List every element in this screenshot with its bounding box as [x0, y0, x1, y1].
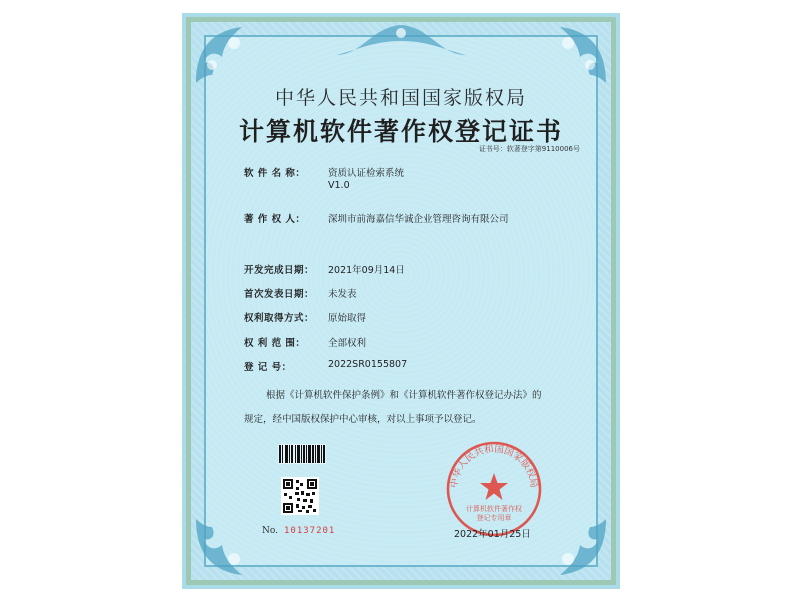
corner-ornament-icon	[190, 21, 258, 89]
statement-line: 规定，经中国版权保护中心审核，对以上事项予以登记。	[244, 414, 482, 425]
corner-ornament-icon	[544, 513, 612, 581]
certificate-title: 计算机软件著作权登记证书	[238, 117, 563, 146]
statement-line: 根据《计算机软件保护条例》和《计算机软件著作权登记办法》的	[266, 390, 542, 401]
serial-value: 10137201	[284, 526, 336, 536]
field-label: 开发完成日期：	[244, 265, 315, 276]
seal-center-line1: 计算机软件著作权	[466, 505, 522, 513]
field-value: 2022SR0155807	[328, 359, 408, 370]
corner-ornament-icon	[544, 21, 612, 89]
certificate-number-label: 证书号：	[478, 145, 507, 153]
issuer-title: 中华人民共和国国家版权局	[274, 87, 527, 109]
field-registration-number	[244, 359, 407, 373]
certificate-number	[479, 144, 580, 154]
statement-paragraph	[244, 384, 580, 432]
serial-label: No.	[262, 526, 278, 536]
field-label: 首次发表日期：	[244, 289, 315, 300]
field-copyright-owner	[244, 211, 509, 225]
seal-ring-text: 中华人民共和国国家版权局	[448, 443, 540, 489]
field-value: 2021年09月14日	[328, 265, 405, 276]
certificate-number-value: 软著登字第9110006号	[506, 145, 580, 153]
field-label: 著 作 权 人：	[244, 214, 306, 225]
field-acquisition-method	[244, 310, 366, 324]
field-label: 权利取得方式：	[244, 313, 315, 324]
certificate	[182, 13, 620, 589]
field-label: 权 利 范 围：	[244, 338, 306, 349]
qr-code-icon	[281, 477, 319, 515]
barcode-icon	[278, 444, 326, 464]
field-label: 软 件 名 称：	[244, 168, 306, 179]
field-software-name	[244, 165, 404, 179]
top-ornament-icon	[332, 19, 470, 59]
field-value: 原始取得	[328, 313, 367, 324]
field-value: 资质认证检索系统	[328, 168, 405, 179]
issue-date: 2022年01月25日	[454, 529, 531, 540]
field-value: 未发表	[328, 289, 357, 300]
serial-number	[262, 526, 335, 536]
seal-star-icon	[480, 473, 508, 500]
software-version: V1.0	[328, 180, 350, 191]
corner-ornament-icon	[190, 513, 258, 581]
field-rights-scope	[244, 335, 366, 349]
field-completion-date	[244, 262, 405, 276]
field-first-publication	[244, 286, 357, 300]
seal-center-line2: 登记专用章	[476, 514, 512, 522]
field-value: 全部权利	[328, 338, 367, 349]
field-label: 登 记 号：	[244, 362, 292, 373]
official-seal	[444, 439, 544, 539]
field-value: 深圳市前海嘉信华诚企业管理咨询有限公司	[328, 214, 509, 225]
